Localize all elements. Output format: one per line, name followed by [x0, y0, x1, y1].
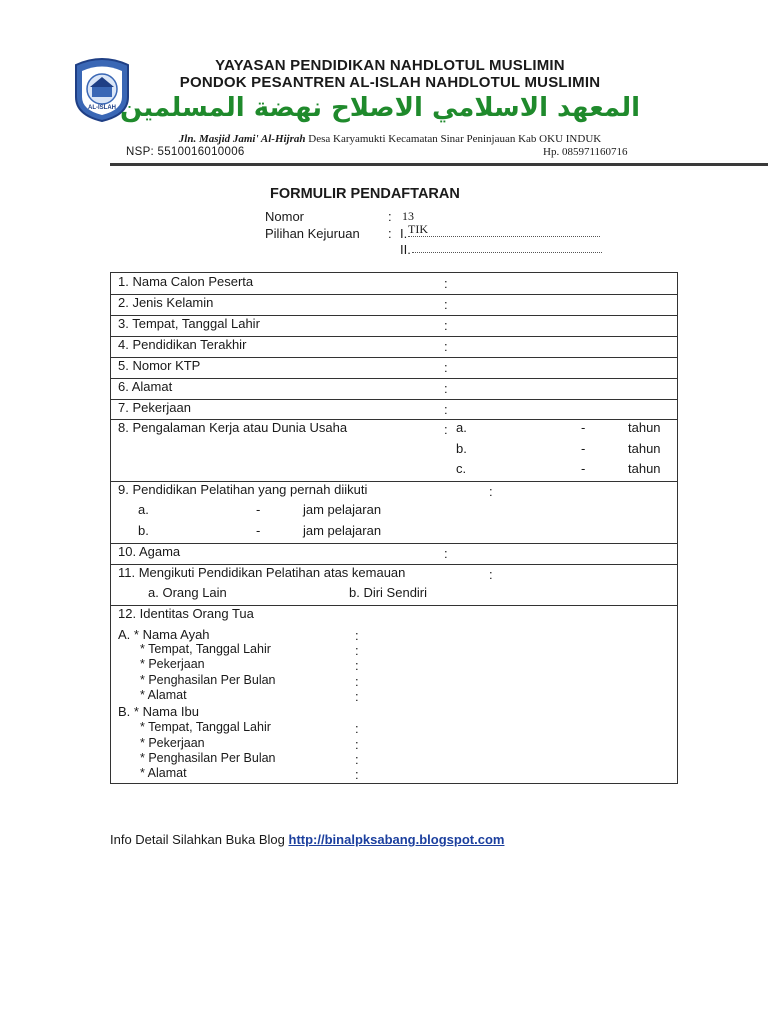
kejuruan-label: Pilihan Kejuruan — [265, 226, 360, 241]
kejuruan-2-line — [412, 242, 602, 253]
ayah-ttl: * Tempat, Tanggal Lahir — [140, 642, 271, 656]
ibu-ttl: * Tempat, Tanggal Lahir — [140, 720, 271, 734]
colon: : — [444, 297, 448, 312]
pelatihan-a: a. — [138, 502, 149, 517]
form-title: FORMULIR PENDAFTARAN — [270, 186, 460, 202]
row-pengalaman-kerja: 8. Pengalaman Kerja atau Dunia Usaha — [118, 420, 348, 435]
nomor-colon: : — [388, 209, 392, 224]
colon: : — [355, 721, 359, 736]
dash: - — [581, 461, 586, 476]
kemauan-diri-sendiri: b. Diri Sendiri — [349, 585, 428, 600]
colon: : — [355, 628, 359, 643]
jam-pelajaran-label: jam pelajaran — [303, 523, 382, 538]
colon: : — [355, 767, 359, 782]
foundation-name: YAYASAN PENDIDIKAN NAHDLOTUL MUSLIMIN — [215, 57, 565, 74]
nama-ayah: A. * Nama Ayah — [118, 627, 210, 642]
colon: : — [444, 339, 448, 354]
school-name: PONDOK PESANTREN AL-ISLAH NAHDLOTUL MUSLIMIN — [179, 74, 601, 91]
phone-number: Hp. 085971160716 — [543, 146, 628, 158]
ayah-pekerjaan: * Pekerjaan — [140, 657, 205, 671]
colon: : — [489, 567, 493, 582]
colon: : — [444, 546, 448, 561]
row-tempat-tanggal-lahir: 3. Tempat, Tanggal Lahir — [118, 316, 260, 331]
colon: : — [444, 276, 448, 291]
registration-table — [110, 272, 678, 784]
dash: - — [581, 420, 586, 435]
svg-text:AL-ISLAH: AL-ISLAH — [88, 105, 116, 111]
pengalaman-c: c. — [456, 461, 467, 476]
tahun-label: tahun — [628, 461, 661, 476]
pelatihan-b: b. — [138, 523, 149, 538]
colon: : — [444, 402, 448, 417]
ayah-penghasilan: * Penghasilan Per Bulan — [140, 673, 276, 687]
row-agama: 10. Agama — [118, 544, 181, 559]
colon: : — [355, 689, 359, 704]
row-jenis-kelamin: 2. Jenis Kelamin — [118, 295, 214, 310]
address-village: Desa Karyamukti Kecamatan Sinar Peninjauan Kab OKU INDUK — [308, 133, 602, 145]
row-pendidikan-pelatihan: 9. Pendidikan Pelatihan yang pernah diikuti — [118, 482, 368, 497]
kejuruan-colon: : — [388, 226, 392, 241]
row-pendidikan-terakhir: 4. Pendidikan Terakhir — [118, 337, 247, 352]
row-divider — [111, 378, 677, 379]
colon: : — [444, 318, 448, 333]
colon: : — [489, 484, 493, 499]
tahun-label: tahun — [628, 420, 661, 435]
row-alamat: 6. Alamat — [118, 379, 173, 394]
row-pekerjaan: 7. Pekerjaan — [118, 400, 191, 415]
pengalaman-a: a. — [456, 420, 467, 435]
row-divider — [111, 543, 677, 544]
dash: - — [256, 502, 261, 517]
pengalaman-b: b. — [456, 441, 467, 456]
kejuruan-1-value: TIK — [408, 222, 428, 236]
dash: - — [581, 441, 586, 456]
kejuruan-1-line — [408, 226, 600, 237]
ibu-pekerjaan: * Pekerjaan — [140, 736, 205, 750]
colon: : — [355, 737, 359, 752]
kemauan-orang-lain: a. Orang Lain — [148, 585, 227, 600]
header-divider — [110, 163, 768, 166]
arabic-school-name: المعهد الاسلامي الاصلاح نهضة المسلمين — [120, 93, 640, 123]
jam-pelajaran-label: jam pelajaran — [303, 502, 382, 517]
nsp-number: NSP: 5510016010006 — [126, 146, 245, 158]
colon: : — [355, 643, 359, 658]
school-address — [110, 133, 670, 145]
colon: : — [355, 658, 359, 673]
dash: - — [256, 523, 261, 538]
tahun-label: tahun — [628, 441, 661, 456]
nomor-label: Nomor — [265, 209, 305, 224]
kejuruan-1-label: I. — [400, 226, 408, 241]
row-nama: 1. Nama Calon Peserta — [118, 274, 254, 289]
address-street: Jln. Masjid Jami' Al-Hijrah — [178, 133, 306, 145]
row-divider — [111, 399, 677, 400]
colon: : — [444, 381, 448, 396]
blog-link[interactable]: http://binalpksabang.blogspot.com — [288, 832, 505, 847]
ibu-penghasilan: * Penghasilan Per Bulan — [140, 751, 276, 765]
colon: : — [444, 422, 448, 437]
nomor-value: 13 — [402, 209, 414, 223]
row-kemauan: 11. Mengikuti Pendidikan Pelatihan atas kemauan — [118, 565, 406, 580]
kejuruan-2-label: II. — [400, 242, 411, 257]
ayah-alamat: * Alamat — [140, 688, 187, 702]
nama-ibu: B. * Nama Ibu — [118, 704, 199, 719]
colon: : — [355, 752, 359, 767]
colon: : — [355, 674, 359, 689]
footer-info — [110, 832, 504, 847]
footer-text: Info Detail Silahkan Buka Blog — [110, 832, 285, 847]
ibu-alamat: * Alamat — [140, 766, 187, 780]
colon: : — [444, 360, 448, 375]
row-nomor-ktp: 5. Nomor KTP — [118, 358, 201, 373]
row-identitas-orang-tua: 12. Identitas Orang Tua — [118, 606, 254, 621]
